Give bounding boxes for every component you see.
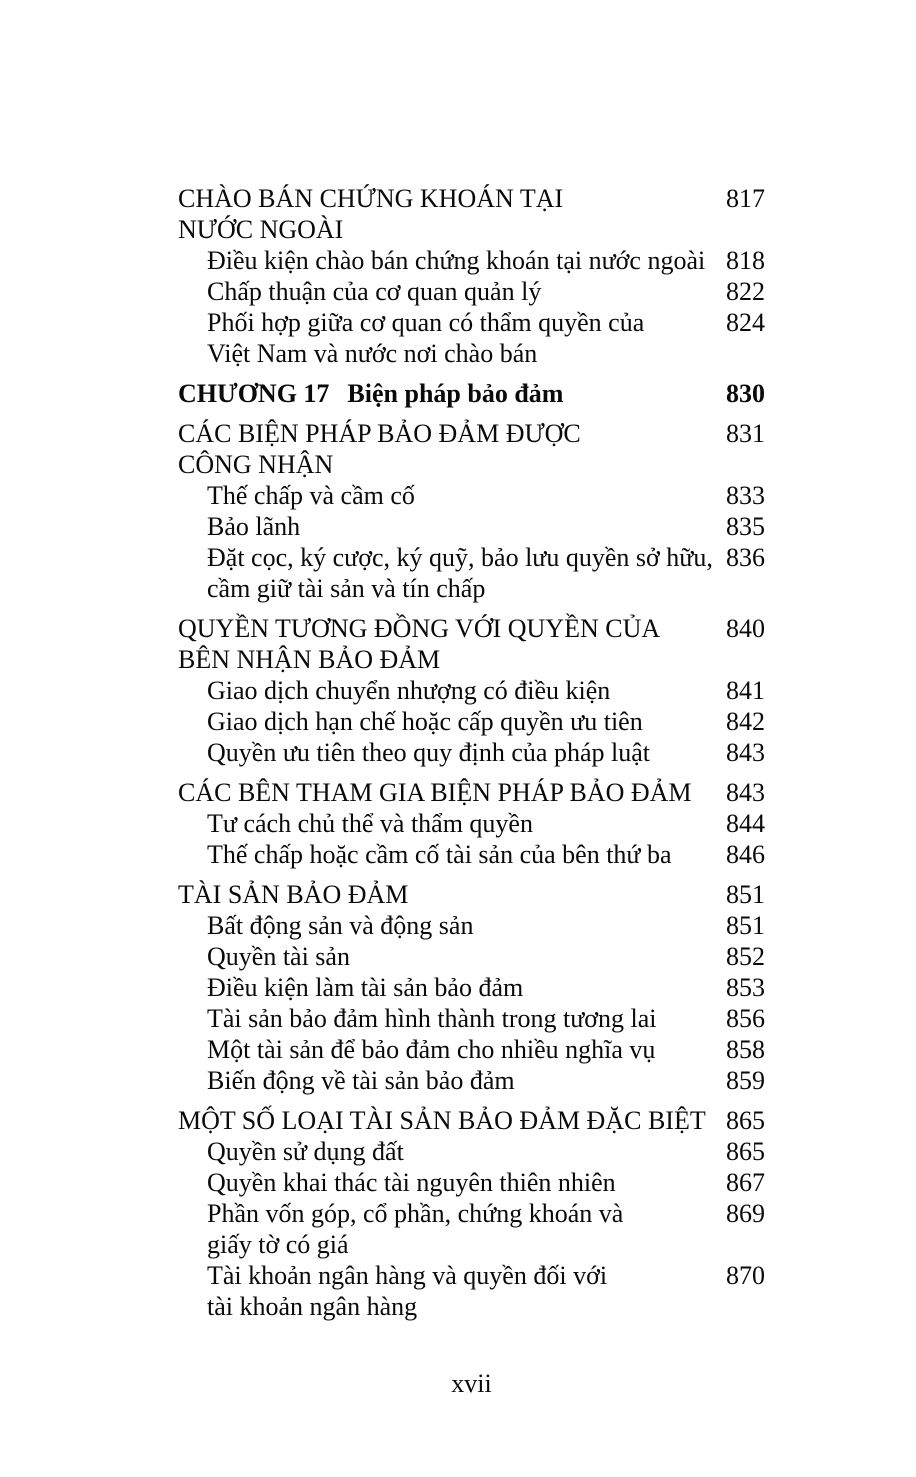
entry-page-number: 869 <box>726 1199 765 1228</box>
entry-page-number: 841 <box>726 676 765 705</box>
toc-entry-chapter <box>178 378 765 409</box>
toc-entry <box>178 418 765 480</box>
entry-line: Việt Nam và nước nơi chào bán <box>207 339 538 368</box>
toc-entry <box>178 1105 765 1136</box>
entry-line: CÁC BIỆN PHÁP BẢO ĐẢM ĐƯỢC <box>178 419 581 448</box>
entry-page-number: 840 <box>726 614 765 643</box>
toc-entry <box>178 1260 765 1322</box>
toc-entry <box>178 675 765 706</box>
entry-line: CÁC BÊN THAM GIA BIỆN PHÁP BẢO ĐẢM <box>178 778 692 807</box>
toc-entry <box>178 808 765 839</box>
entry-page-number: 824 <box>726 308 765 337</box>
entry-page-number: 817 <box>726 184 765 213</box>
entry-title <box>178 808 713 839</box>
entry-line: Quyền sử dụng đất <box>207 1137 404 1166</box>
entry-line: tài khoản ngân hàng <box>207 1292 418 1321</box>
entry-line: Giao dịch hạn chế hoặc cấp quyền ưu tiên <box>207 707 643 736</box>
entry-page-number: 844 <box>726 809 765 838</box>
entry-line: Thế chấp và cầm cố <box>207 481 415 510</box>
toc-entry <box>178 1065 765 1096</box>
toc-entry <box>178 245 765 276</box>
entry-page-number: 833 <box>726 481 765 510</box>
toc-entry <box>178 1034 765 1065</box>
entry-title <box>178 1034 713 1065</box>
entry-line: CHÀO BÁN CHỨNG KHOÁN TẠI <box>178 184 564 213</box>
entry-page-number: 870 <box>726 1261 765 1290</box>
entry-title <box>178 1198 713 1260</box>
chapter-title: Biện pháp bảo đảm <box>347 379 564 408</box>
entry-title <box>178 1260 713 1322</box>
entry-title <box>178 910 713 941</box>
toc-entry <box>178 183 765 245</box>
entry-line: BÊN NHẬN BẢO ĐẢM <box>178 645 441 674</box>
entry-line: Phối hợp giữa cơ quan có thẩm quyền của <box>207 308 645 337</box>
entry-page-number: 831 <box>726 419 765 448</box>
entry-title <box>178 613 713 675</box>
entry-page-number: 843 <box>726 738 765 767</box>
entry-title <box>178 183 713 245</box>
entry-line: Quyền tài sản <box>207 942 350 971</box>
entry-page-number: 836 <box>726 543 765 572</box>
toc-entry <box>178 480 765 511</box>
toc-entry <box>178 307 765 369</box>
entry-title <box>178 675 713 706</box>
entry-line: Biến động về tài sản bảo đảm <box>207 1066 515 1095</box>
entry-page-number: 818 <box>726 246 765 275</box>
entry-line: Bất động sản và động sản <box>207 911 474 940</box>
entry-line: giấy tờ có giá <box>207 1230 349 1259</box>
toc-entry <box>178 511 765 542</box>
entry-title <box>178 307 713 369</box>
entry-title <box>178 839 713 870</box>
entry-line: NƯỚC NGOÀI <box>178 215 344 244</box>
entry-line: cầm giữ tài sản và tín chấp <box>207 574 486 603</box>
toc-entry <box>178 910 765 941</box>
entry-title <box>178 972 713 1003</box>
entry-title <box>178 879 713 910</box>
entry-title <box>178 1105 713 1136</box>
entry-title <box>178 1136 713 1167</box>
entry-line: Chấp thuận của cơ quan quản lý <box>207 277 542 306</box>
toc-entry <box>178 613 765 675</box>
toc-entry <box>178 941 765 972</box>
entry-page-number: 835 <box>726 512 765 541</box>
entry-line: Quyền ưu tiên theo quy định của pháp luật <box>207 738 650 767</box>
entry-line: QUYỀN TƯƠNG ĐỒNG VỚI QUYỀN CỦA <box>178 614 661 643</box>
entry-line: Tư cách chủ thể và thẩm quyền <box>207 809 533 838</box>
chapter-line <box>178 378 713 409</box>
toc-entry <box>178 737 765 768</box>
entry-line: Giao dịch chuyển nhượng có điều kiện <box>207 676 611 705</box>
entry-line: Một tài sản để bảo đảm cho nhiều nghĩa vụ <box>207 1035 656 1064</box>
entry-title <box>178 1167 713 1198</box>
entry-title <box>178 737 713 768</box>
toc-entry <box>178 839 765 870</box>
toc-entry <box>178 1198 765 1260</box>
entry-line: MỘT SỐ LOẠI TÀI SẢN BẢO ĐẢM ĐẶC BIỆT <box>178 1106 706 1135</box>
entry-page-number: 830 <box>726 379 765 408</box>
toc-entry <box>178 1167 765 1198</box>
entry-title <box>178 276 713 307</box>
entry-line: Điều kiện chào bán chứng khoán tại nước ngoài <box>207 246 706 275</box>
entry-page-number: 851 <box>726 911 765 940</box>
chapter-label: CHƯƠNG 17 <box>178 379 330 408</box>
entry-line: Đặt cọc, ký cược, ký quỹ, bảo lưu quyền sở hữu, <box>207 543 713 572</box>
entry-page-number: 867 <box>726 1168 765 1197</box>
entry-title <box>178 941 713 972</box>
toc-list <box>178 183 765 1322</box>
toc-entry <box>178 777 765 808</box>
entry-line: Quyền khai thác tài nguyên thiên nhiên <box>207 1168 616 1197</box>
toc-entry <box>178 542 765 604</box>
entry-page-number: 858 <box>726 1035 765 1064</box>
entry-line: TÀI SẢN BẢO ĐẢM <box>178 880 409 909</box>
page-number-footer: xvii <box>451 1369 492 1398</box>
entry-page-number: 842 <box>726 707 765 736</box>
entry-line: Thế chấp hoặc cầm cố tài sản của bên thứ ba <box>207 840 672 869</box>
entry-line: Tài khoản ngân hàng và quyền đối với <box>207 1261 608 1290</box>
entry-page-number: 865 <box>726 1106 765 1135</box>
entry-title <box>178 511 713 542</box>
entry-page-number: 822 <box>726 277 765 306</box>
toc-entry <box>178 706 765 737</box>
toc-entry <box>178 1003 765 1034</box>
entry-title <box>178 1003 713 1034</box>
entry-title <box>178 418 713 480</box>
entry-page-number: 846 <box>726 840 765 869</box>
entry-page-number: 859 <box>726 1066 765 1095</box>
entry-title <box>178 245 713 276</box>
entry-page-number: 851 <box>726 880 765 909</box>
toc-entry <box>178 972 765 1003</box>
entry-line: Tài sản bảo đảm hình thành trong tương lai <box>207 1004 657 1033</box>
entry-title <box>178 480 713 511</box>
entry-title <box>178 777 713 808</box>
entry-page-number: 852 <box>726 942 765 971</box>
toc-entry <box>178 879 765 910</box>
entry-page-number: 865 <box>726 1137 765 1166</box>
entry-title <box>178 1065 713 1096</box>
toc-entry <box>178 276 765 307</box>
entry-title <box>178 542 713 604</box>
toc-entry <box>178 1136 765 1167</box>
entry-page-number: 843 <box>726 778 765 807</box>
entry-page-number: 853 <box>726 973 765 1002</box>
entry-title <box>178 706 713 737</box>
entry-line: CÔNG NHẬN <box>178 450 334 479</box>
entry-line: Điều kiện làm tài sản bảo đảm <box>207 973 524 1002</box>
entry-line: Phần vốn góp, cổ phần, chứng khoán và <box>207 1199 624 1228</box>
entry-line: Bảo lãnh <box>207 512 301 541</box>
entry-title <box>178 378 713 409</box>
entry-page-number: 856 <box>726 1004 765 1033</box>
